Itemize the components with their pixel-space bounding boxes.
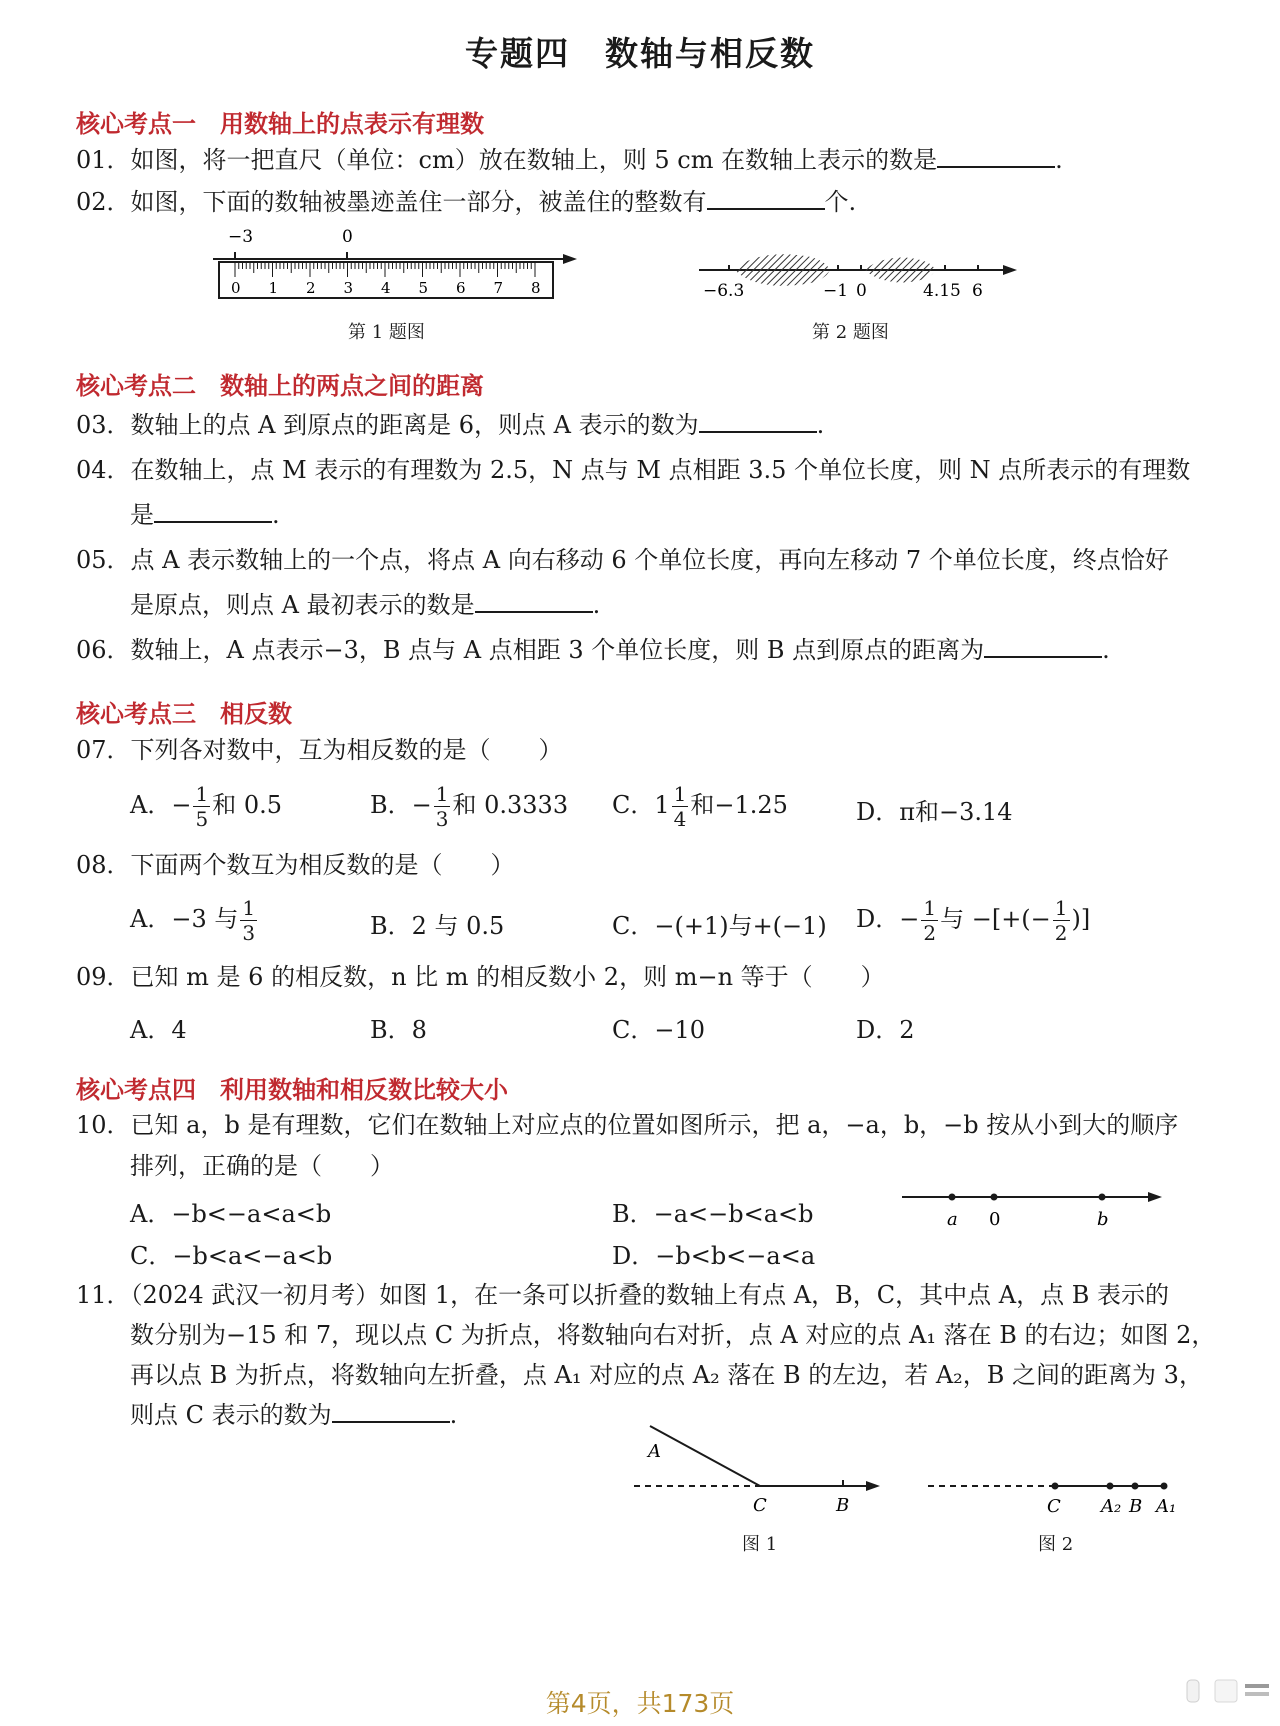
ink-blot-right [865,258,935,283]
fraction [921,896,938,945]
page-indicator: 第4页，共173页 [545,1689,735,1718]
question-text: 02．如图，下面的数轴被墨迹盖住一部分，被盖住的整数有 [76,188,707,216]
point-label: B [836,1495,850,1512]
fraction [434,782,451,831]
point-label: b [1097,1209,1109,1230]
denominator: 3 [435,807,449,831]
ruler-number: 8 [531,279,541,297]
denominator: 4 [673,807,687,831]
figure-2-number-line [695,250,1025,302]
tick-label: −1 [823,281,849,301]
question-text: 11．（2024 武汉一初月考）如图 1，在一条可以折叠的数轴上有点 A，B，C，其中点 A，点 B 表示的 [76,1281,1169,1309]
denominator: 5 [195,807,209,831]
question-01 [76,140,1063,180]
point-label: A [648,1441,661,1462]
tick-label: 0 [856,281,867,301]
point-label: C [1047,1496,1061,1516]
question-text-end: 个. [824,188,857,216]
question-text-end: . [272,501,280,529]
q07-option-d[interactable] [856,792,1013,827]
q10-option-c[interactable]: C．−b<a<−a<b [130,1242,333,1270]
figure-caption-11-1: 图 1 [742,1534,778,1555]
q10-option-a[interactable]: A．−b<−a<a<b [130,1200,332,1228]
question-11-line3 [130,1355,1203,1395]
q08-option-c[interactable] [612,906,827,941]
option-text: A．−3 与 [130,905,239,933]
q09-option-a[interactable]: A．4 [130,1016,187,1044]
answer-blank[interactable] [332,1397,450,1423]
question-08 [76,845,515,885]
question-11-line4 [130,1395,457,1435]
question-04 [76,450,1190,490]
denominator: 2 [923,921,937,945]
question-text: 05．点 A 表示数轴上的一个点，将点 A 向右移动 6 个单位长度，再向左移动 7 个单位长度，终点恰好 [76,546,1169,574]
page-title: 专题四 数轴与相反数 [465,34,815,73]
question-text-end: . [592,591,601,619]
question-text-end: . [1055,146,1063,174]
denominator: 3 [242,921,256,945]
question-text: 10．已知 a，b 是有理数，它们在数轴上对应点的位置如图所示，把 a，−a，b，−b 按从小到大的顺序 [76,1111,1179,1139]
q07-option-a[interactable] [130,782,282,831]
q10-option-d[interactable]: D．−b<b<−a<a [612,1242,816,1270]
question-11-line2 [130,1315,1215,1355]
numerator: 1 [195,782,209,806]
numerator: 1 [673,782,687,806]
question-text: 09．已知 m 是 6 的相反数，n 比 m 的相反数小 2，则 m−n 等于（ ） [76,963,885,991]
ink-blot-left [735,254,830,286]
answer-blank[interactable] [699,407,817,433]
figure-caption-11-2: 图 2 [1038,1534,1074,1555]
q09-option-c[interactable]: C．−10 [612,1016,706,1044]
numerator: 1 [435,782,449,806]
denominator: 2 [1054,921,1068,945]
q07-option-c[interactable] [612,782,788,831]
scroll-handle-icon[interactable] [1185,1676,1280,1706]
figure-1-ruler [205,225,585,305]
ruler-number: 2 [306,279,316,297]
option-text: 和 0.3333 [452,791,569,819]
answer-blank[interactable] [937,142,1055,168]
ruler-number: 4 [381,279,391,297]
q08-option-b[interactable] [370,906,504,941]
question-10-cont [130,1146,394,1186]
option-text: 和 0.5 [212,791,282,819]
point-label: A₂ [1101,1496,1122,1516]
ruler-number: 7 [493,279,504,297]
question-05 [76,540,1169,580]
question-11 [76,1275,1169,1315]
question-10 [76,1105,1178,1145]
figure-1-caption: 第 1 题图 [348,322,425,343]
question-text: 06．数轴上，A 点表示−3，B 点与 A 点相距 3 个单位长度，则 B 点到原点的距离为 [76,636,985,664]
question-07 [76,730,563,770]
option-text: D．π和−3.14 [856,798,1013,826]
option-text: 和−1.25 [690,791,788,819]
question-05-cont [130,585,600,625]
q08-option-a[interactable] [130,896,259,945]
ruler-number: 1 [268,279,279,297]
question-text: 04．在数轴上，点 M 表示的有理数为 2.5，N 点与 M 点相距 3.5 个单位长度，则 N 点所表示的有理数 [76,456,1191,484]
q09-option-d[interactable]: D．2 [856,1016,915,1044]
question-10-number-line [900,1185,1170,1235]
section-heading-3: 核心考点三 相反数 [76,700,292,728]
section-heading-2: 核心考点二 数轴上的两点之间的距离 [76,372,484,400]
question-text: 则点 C 表示的数为 [130,1401,332,1429]
q10-option-b[interactable]: B．−a<−b<a<b [612,1200,814,1228]
question-text-end: . [449,1401,458,1429]
question-11-figure-1 [628,1420,888,1512]
answer-blank[interactable] [984,632,1102,658]
point-label: 0 [989,1209,1001,1230]
question-11-figure-2 [920,1464,1180,1516]
question-text: 01．如图，将一把直尺（单位：cm）放在数轴上，则 5 cm 在数轴上表示的数是 [76,146,938,174]
answer-blank[interactable] [707,184,825,210]
point-label: a [947,1209,958,1230]
question-text: 数分别为−15 和 7，现以点 C 为折点，将数轴向右对折，点 A 对应的点 A₁ 落在 B 的右边；如图 2， [130,1321,1216,1349]
option-text: B．2 与 0.5 [370,912,505,940]
tick-label: 6 [972,281,983,301]
q07-option-b[interactable] [370,782,568,831]
ruler-number: 6 [456,279,466,297]
q09-option-b[interactable]: B．8 [370,1016,427,1044]
question-text: 03．数轴上的点 A 到原点的距离是 6，则点 A 表示的数为 [76,411,699,439]
option-text: C．1 [612,791,670,819]
question-06 [76,630,1110,670]
option-text: A．− [130,791,192,819]
fraction [193,782,210,831]
axis-label: 0 [342,227,353,247]
answer-blank[interactable] [475,587,593,613]
axis-label: −3 [228,227,254,247]
question-03 [76,405,824,445]
question-text: 是 [130,501,154,529]
q08-option-d[interactable] [856,896,1090,945]
tick-label: −6.3 [703,281,745,301]
section-heading-1: 核心考点一 用数轴上的点表示有理数 [76,110,484,138]
question-text-end: . [1102,636,1110,664]
option-text: C．−(+1)与+(−1) [612,912,827,940]
answer-blank[interactable] [154,497,272,523]
option-text: 与 −[+(− [940,905,1051,933]
section-heading-4: 核心考点四 利用数轴和相反数比较大小 [76,1076,508,1104]
question-text: 排列，正确的是（ ） [130,1152,394,1180]
fraction [240,896,257,945]
point-label: C [753,1495,767,1512]
numerator: 1 [923,896,937,920]
ruler-number: 3 [343,279,354,297]
question-text-end: . [816,411,825,439]
question-text: 08．下面两个数互为相反数的是（ ） [76,851,515,879]
question-text: 再以点 B 为折点，将数轴向左折叠，点 A₁ 对应的点 A₂ 落在 B 的左边，若 A₂，B 之间的距离为 3， [130,1361,1203,1389]
question-02 [76,182,856,222]
figure-2-caption: 第 2 题图 [812,322,889,343]
numerator: 1 [242,896,256,920]
question-04-cont [130,495,280,535]
question-text: 07．下列各对数中，互为相反数的是（ ） [76,736,563,764]
point-label: A₁ [1156,1496,1177,1516]
question-text: 是原点，则点 A 最初表示的数是 [130,591,475,619]
option-text: B．− [370,791,432,819]
option-text: D．− [856,905,920,933]
fraction [1053,896,1070,945]
ruler-number: 5 [418,279,429,297]
point-label: B [1129,1496,1143,1516]
option-text: )] [1071,905,1091,933]
question-09 [76,957,885,997]
ruler-number: 0 [231,279,241,297]
tick-label: 4.15 [923,281,961,301]
numerator: 1 [1054,896,1068,920]
fraction [672,782,689,831]
